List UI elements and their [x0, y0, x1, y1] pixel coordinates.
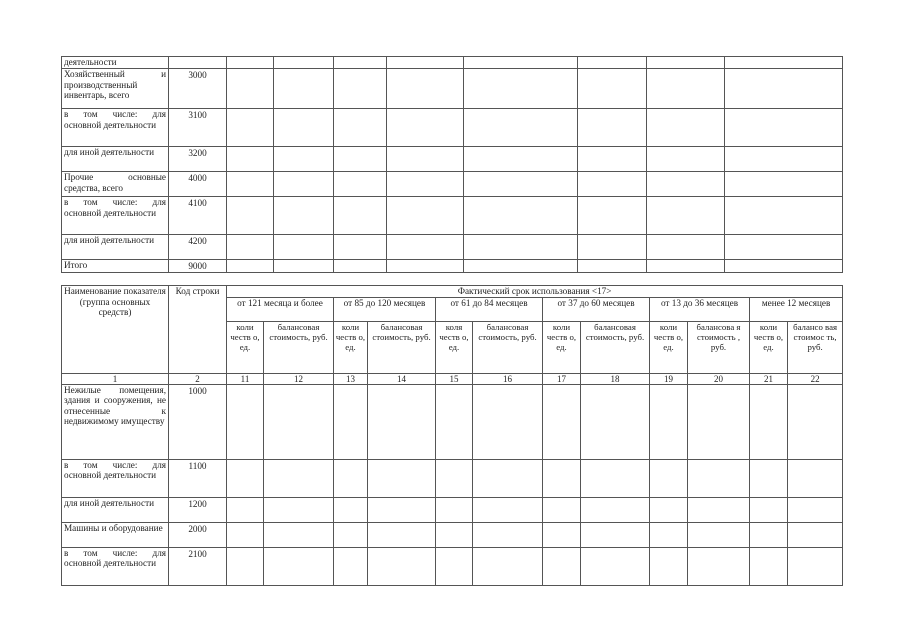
period-header: от 13 до 36 месяцев	[650, 297, 750, 321]
column-number: 20	[688, 373, 750, 384]
row-code: 1100	[169, 459, 227, 497]
table-row	[62, 109, 843, 147]
row-code: 2000	[169, 522, 227, 547]
period-header: менее 12 месяцев	[750, 297, 843, 321]
column-number: 15	[436, 373, 473, 384]
row-label: в том числе: для основной деятельности	[62, 459, 169, 497]
period-header: от 61 до 84 месяцев	[436, 297, 543, 321]
row-code: 3200	[169, 147, 227, 172]
table-row	[62, 197, 843, 235]
row-label: Прочие основные средства, всего	[62, 172, 169, 197]
balance-value-header: балансова я стоимость , руб.	[688, 321, 750, 373]
column-number: 2	[169, 373, 227, 384]
column-number: 17	[543, 373, 581, 384]
column-number: 21	[750, 373, 788, 384]
table-continuation	[61, 56, 843, 273]
column-number: 11	[227, 373, 264, 384]
row-code: 1200	[169, 497, 227, 522]
column-number: 12	[264, 373, 334, 384]
row-code: 9000	[169, 260, 227, 273]
quantity-header: коля честв о, ед.	[436, 321, 473, 373]
row-label: для иной деятельности	[62, 147, 169, 172]
table-row	[62, 147, 843, 172]
column-number: 22	[788, 373, 843, 384]
header-row	[62, 286, 843, 298]
table-row	[62, 172, 843, 197]
table-row	[62, 522, 843, 547]
column-number: 18	[581, 373, 650, 384]
column-number: 1	[62, 373, 169, 384]
table-row	[62, 459, 843, 497]
table-row	[62, 384, 843, 459]
column-number: 16	[473, 373, 543, 384]
quantity-header: коли честв о, ед.	[650, 321, 688, 373]
row-label: для иной деятельности	[62, 497, 169, 522]
row-label: Машины и оборудование	[62, 522, 169, 547]
row-label: для иной деятельности	[62, 235, 169, 260]
row-label: в том числе: для основной деятельности	[62, 197, 169, 235]
quantity-header: коли честв о, ед.	[543, 321, 581, 373]
row-label: Хозяйственный и производственный инвентарь, всего	[62, 69, 169, 109]
row-label: в том числе: для основной деятельности	[62, 109, 169, 147]
period-header: от 37 до 60 месяцев	[543, 297, 650, 321]
column-number-row	[62, 373, 843, 384]
period-header: от 85 до 120 месяцев	[334, 297, 436, 321]
balance-value-header: балансовая стоимость, руб.	[473, 321, 543, 373]
row-code: 4100	[169, 197, 227, 235]
balance-value-header: балансо вая стоимос ть, руб.	[788, 321, 843, 373]
quantity-header: коли честв о, ед.	[750, 321, 788, 373]
row-code: 3100	[169, 109, 227, 147]
row-label: в том числе: для основной деятельности	[62, 547, 169, 585]
usage-period-table	[61, 285, 843, 586]
row-label: деятельности	[62, 57, 169, 69]
quantity-header: коли честв о, ед.	[334, 321, 368, 373]
table-row	[62, 497, 843, 522]
table-row	[62, 260, 843, 273]
column-number: 19	[650, 373, 688, 384]
row-code: 2100	[169, 547, 227, 585]
row-code: 4200	[169, 235, 227, 260]
row-label: Нежилые помещения, здания и сооружения, не отнесенные к недвижимому имуществу	[62, 384, 169, 459]
table-row	[62, 57, 843, 69]
row-code: 3000	[169, 69, 227, 109]
balance-value-header: балансовая стоимость, руб.	[264, 321, 334, 373]
row-code: 1000	[169, 384, 227, 459]
table-row	[62, 547, 843, 585]
code-column-header: Код строки	[169, 286, 227, 374]
table-row	[62, 69, 843, 109]
usage-period-group-header: Фактический срок использования <17>	[227, 286, 843, 298]
row-label: Итого	[62, 260, 169, 273]
balance-value-header: балансовая стоимость, руб.	[581, 321, 650, 373]
period-header: от 121 месяца и более	[227, 297, 334, 321]
table-row	[62, 235, 843, 260]
row-code: 4000	[169, 172, 227, 197]
quantity-header: коли честв о, ед.	[227, 321, 264, 373]
balance-value-header: балансовая стоимость, руб.	[368, 321, 436, 373]
name-column-header: Наименование показателя (группа основных средств)	[62, 286, 169, 374]
column-number: 14	[368, 373, 436, 384]
column-number: 13	[334, 373, 368, 384]
